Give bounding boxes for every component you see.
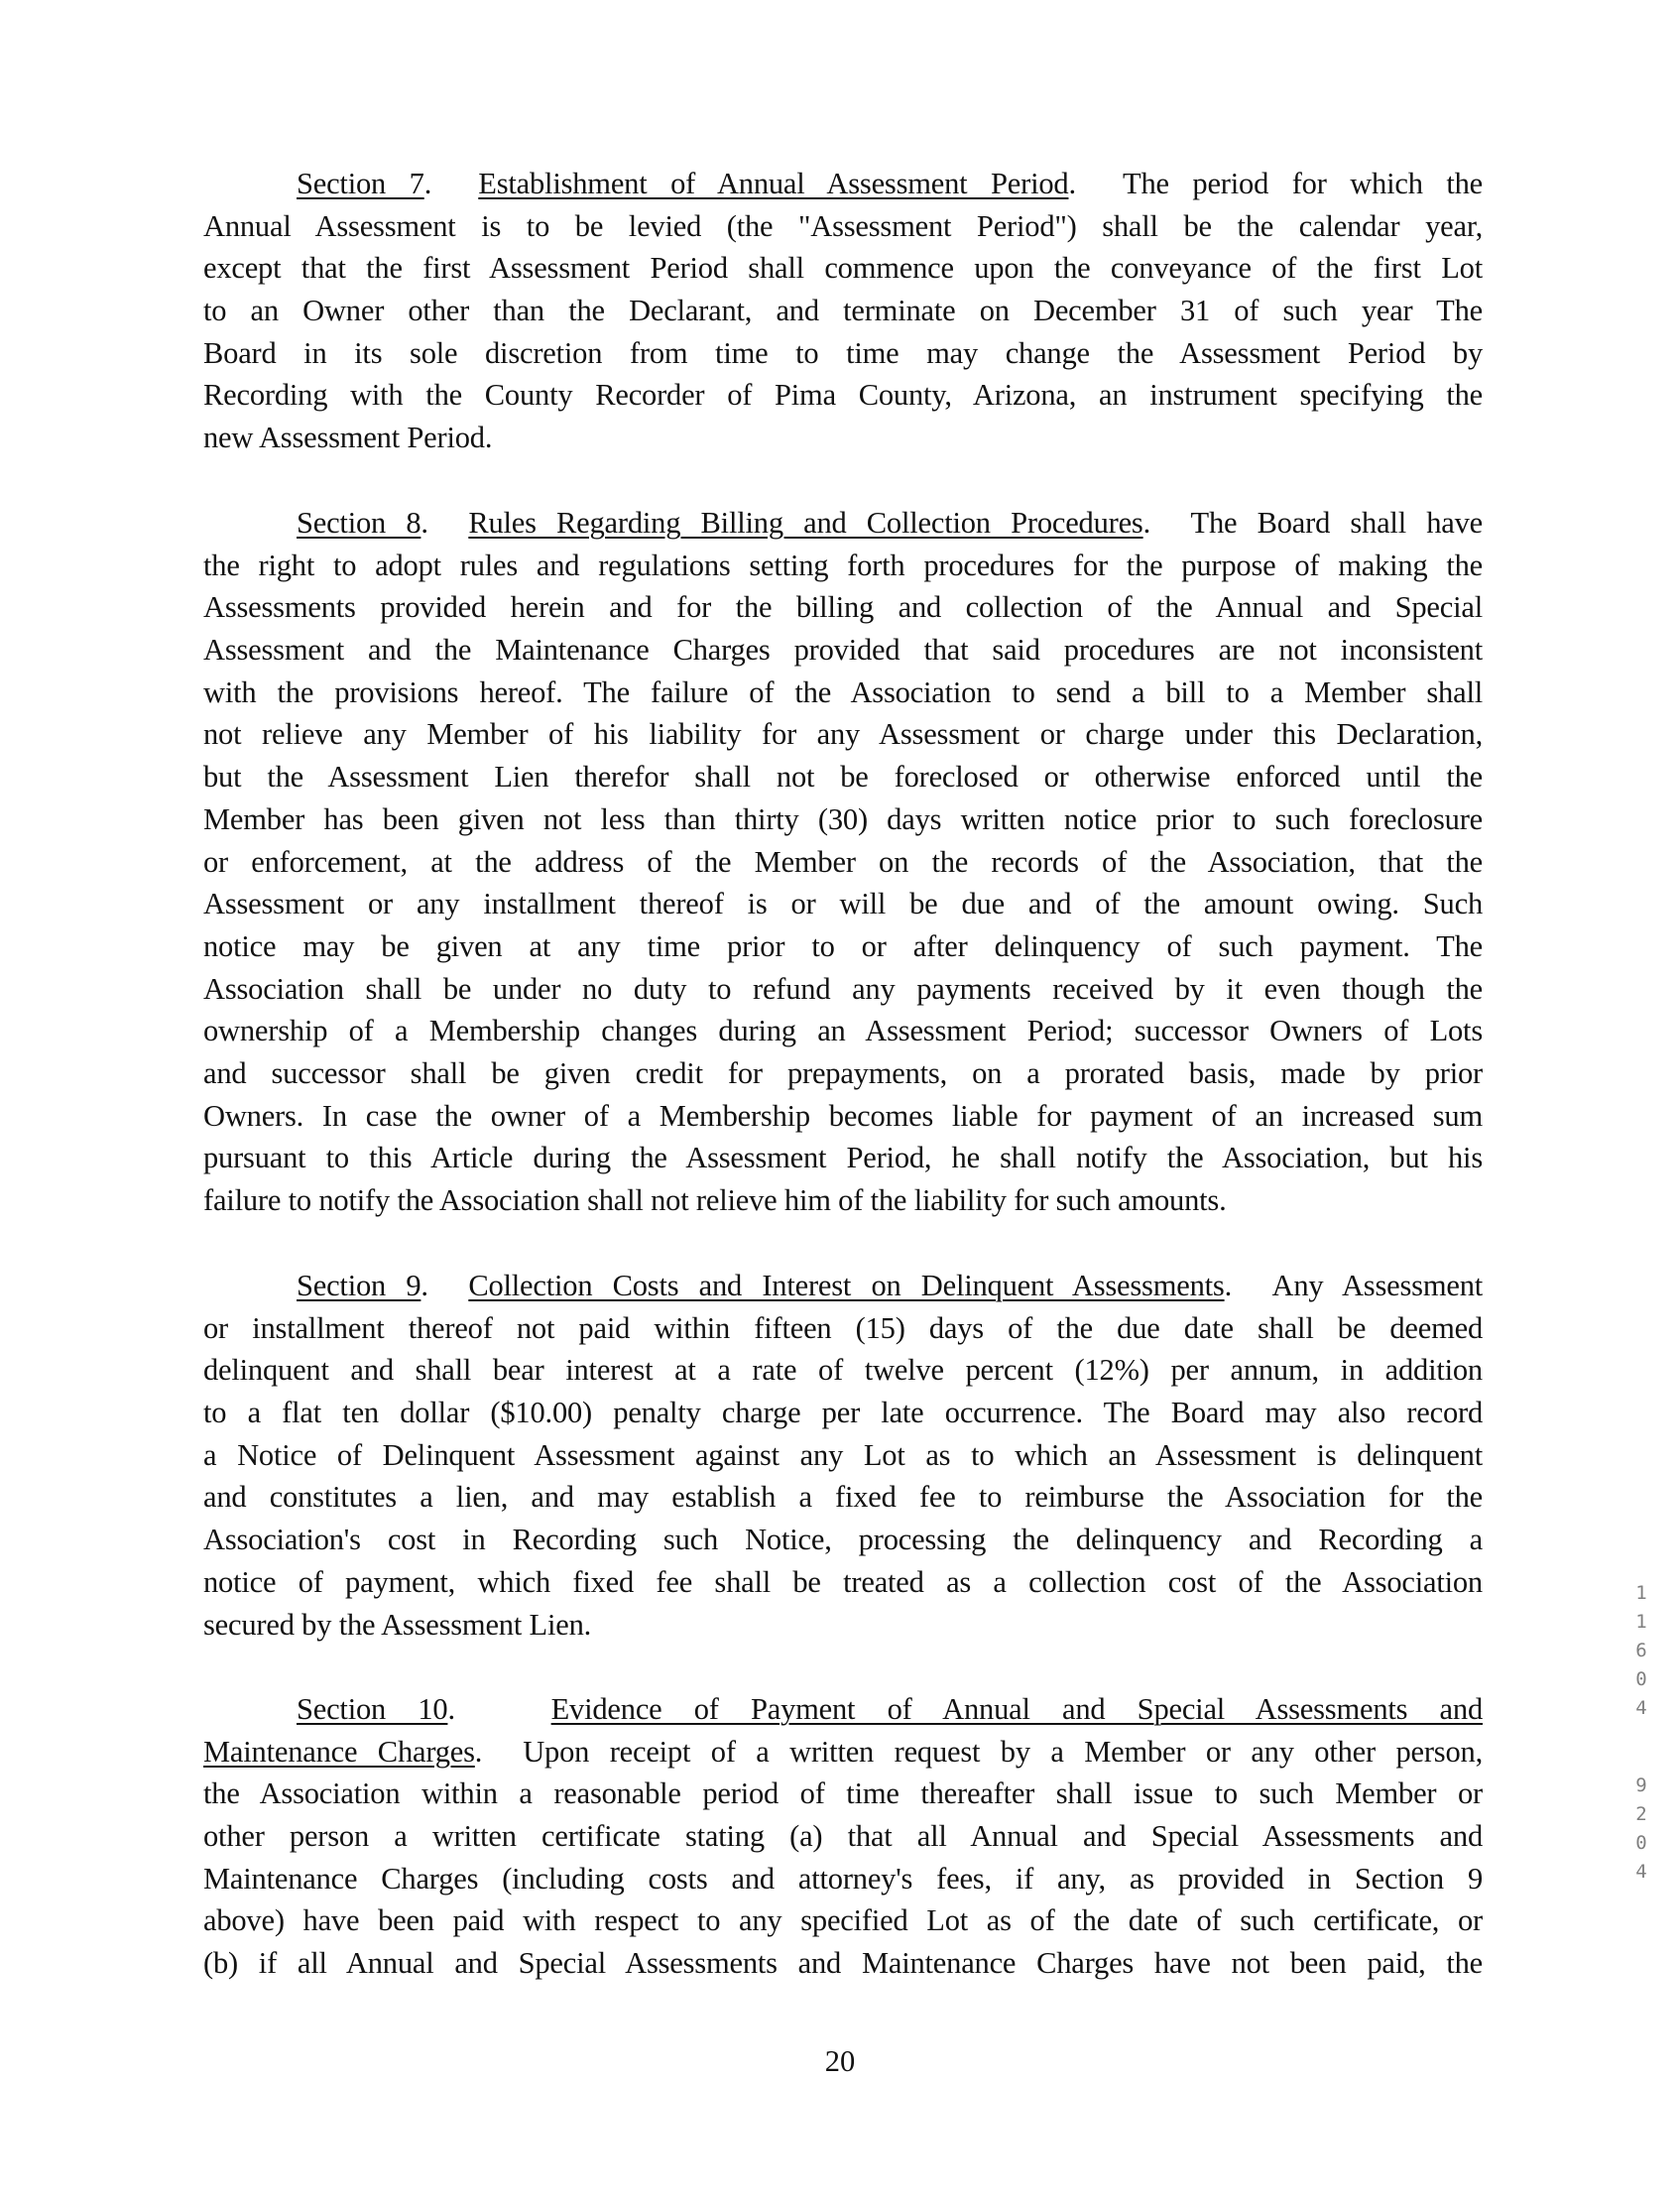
recording-stamp-group-1 [1626, 1579, 1656, 1723]
stamp-digit: 2 [1635, 1803, 1647, 1825]
punct: . [474, 1734, 524, 1769]
recording-stamp-group-2 [1626, 1772, 1656, 1887]
paragraph-line: Member has been given not less than thirty (30) days written notice prior to such foreclosure [203, 801, 1483, 836]
paragraph-text: Any Assessment [1271, 1269, 1484, 1302]
paragraph-line: new Assessment Period. [203, 421, 493, 455]
paragraph-line: Assessments provided herein and for the billing and collection of the Annual and Special [203, 590, 1483, 625]
section-title: Collection Costs and Interest on Delinquent Assessments [468, 1269, 1225, 1302]
section-8 [203, 502, 1483, 1222]
section-label: Section 9 [297, 1269, 421, 1302]
paragraph-line: above) have been paid with respect to any specified Lot as of the date of such certificate, or [203, 1903, 1483, 1938]
stamp-digit: 9 [1635, 1774, 1647, 1796]
stamp-digit: 4 [1635, 1861, 1647, 1883]
stamp-digit: 0 [1635, 1668, 1647, 1690]
paragraph-line: secured by the Assessment Lien. [203, 1607, 592, 1642]
punct: . [420, 506, 469, 540]
section-label: Section 8 [297, 506, 421, 540]
section-7-heading-line [203, 163, 1483, 205]
paragraph-line: to an Owner other than the Declarant, and terminate on December 31 of such year The [203, 294, 1483, 328]
paragraph-line: Board in its sole discretion from time to time may change the Assessment Period by [203, 335, 1483, 370]
punct: . [1224, 1269, 1272, 1302]
section-title-continuation: Maintenance Charges [203, 1734, 475, 1769]
paragraph-line: or installment thereof not paid within fifteen (15) days of the due date shall be deemed [203, 1310, 1483, 1345]
paragraph-line: except that the first Assessment Period shall commence upon the conveyance of the first Lot [203, 251, 1483, 286]
section-10-heading-line [203, 1688, 1483, 1731]
paragraph-line: other person a written certificate stating (a) that all Annual and Special Assessments and [203, 1819, 1483, 1854]
section-9 [203, 1265, 1483, 1646]
paragraph-line: Assessment or any installment thereof is or will be due and of the amount owing. Such [203, 887, 1483, 921]
paragraph-text: The Board shall have [1190, 506, 1484, 540]
paragraph-line: delinquent and shall bear interest at a rate of twelve percent (12%) per annum, in addition [203, 1353, 1483, 1388]
section-label: Section 10 [297, 1692, 448, 1726]
paragraph-line: Maintenance Charges (including costs and attorney's fees, if any, as provided in Section 9 [203, 1861, 1483, 1896]
paragraph-line: or enforcement, at the address of the Member on the records of the Association, that the [203, 844, 1483, 879]
paragraph-text: Upon receipt of a written request by a Member or any other person, [523, 1734, 1483, 1769]
paragraph-line: Owners. In case the owner of a Membership becomes liable for payment of an increased sum [203, 1098, 1483, 1133]
paragraph-line: to a flat ten dollar ($10.00) penalty charge per late occurrence. The Board may also record [203, 1396, 1483, 1430]
paragraph-line: and successor shall be given credit for prepayments, on a prorated basis, made by prior [203, 1055, 1483, 1090]
punct: . [423, 167, 479, 200]
section-9-heading-line [203, 1265, 1483, 1307]
section-10 [203, 1688, 1483, 1985]
paragraph-line: notice may be given at any time prior to or after delinquency of such payment. The [203, 928, 1483, 963]
paragraph-line: failure to notify the Association shall not relieve him of the liability for such amounts. [203, 1183, 1227, 1217]
paragraph-line: Annual Assessment is to be levied (the "Assessment Period") shall be the calendar year, [203, 208, 1483, 243]
stamp-digit: 1 [1635, 1611, 1647, 1633]
paragraph-line: (b) if all Annual and Special Assessments and Maintenance Charges have not been paid, the [203, 1946, 1483, 1981]
section-title: Evidence of Payment of Annual and Special Assessments and [550, 1692, 1483, 1726]
section-title: Establishment of Annual Assessment Period [478, 167, 1069, 200]
stamp-digit: 1 [1635, 1582, 1647, 1604]
paragraph-line: with the provisions hereof. The failure of the Association to send a bill to a Member shall [203, 674, 1483, 709]
section-title: Rules Regarding Billing and Collection Procedures [468, 506, 1143, 540]
paragraph-line: and constitutes a lien, and may establish a fixed fee to reimburse the Association for the [203, 1480, 1483, 1515]
punct: . [1068, 167, 1124, 200]
paragraph-line: but the Assessment Lien therefor shall not be foreclosed or otherwise enforced until the [203, 760, 1483, 795]
paragraph-line: the Association within a reasonable period of time thereafter shall issue to such Member or [203, 1776, 1483, 1811]
punct: . [1142, 506, 1191, 540]
stamp-digit: 0 [1635, 1832, 1647, 1854]
paragraph-line: ownership of a Membership changes during an Assessment Period; successor Owners of Lots [203, 1014, 1483, 1048]
paragraph-line: the right to adopt rules and regulations setting forth procedures for the purpose of making the [203, 548, 1483, 582]
stamp-digit: 4 [1635, 1697, 1647, 1719]
paragraph-line: Association's cost in Recording such Notice, processing the delinquency and Recording a [203, 1523, 1483, 1557]
paragraph-line: a Notice of Delinquent Assessment against any Lot as to which an Assessment is delinquent [203, 1437, 1483, 1472]
section-8-heading-line [203, 502, 1483, 545]
section-7 [203, 163, 1483, 459]
paragraph-line: notice of payment, which fixed fee shall be treated as a collection cost of the Association [203, 1564, 1483, 1599]
paragraph-line: Recording with the County Recorder of Pima County, Arizona, an instrument specifying the [203, 378, 1483, 413]
section-10-title-continuation-line [203, 1731, 1483, 1774]
stamp-digit: 6 [1635, 1640, 1647, 1661]
page-number: 20 [824, 2044, 856, 2078]
punct: . [447, 1692, 551, 1726]
paragraph-line: Association shall be under no duty to refund any payments received by it even though the [203, 971, 1483, 1006]
punct: . [420, 1269, 469, 1302]
paragraph-line: pursuant to this Article during the Assessment Period, he shall notify the Association, but his [203, 1141, 1483, 1175]
section-label: Section 7 [297, 167, 424, 200]
paragraph-text: The period for which the [1123, 167, 1483, 200]
paragraph-line: Assessment and the Maintenance Charges provided that said procedures are not inconsistent [203, 633, 1483, 668]
paragraph-line: not relieve any Member of his liability for any Assessment or charge under this Declaration, [203, 717, 1483, 752]
